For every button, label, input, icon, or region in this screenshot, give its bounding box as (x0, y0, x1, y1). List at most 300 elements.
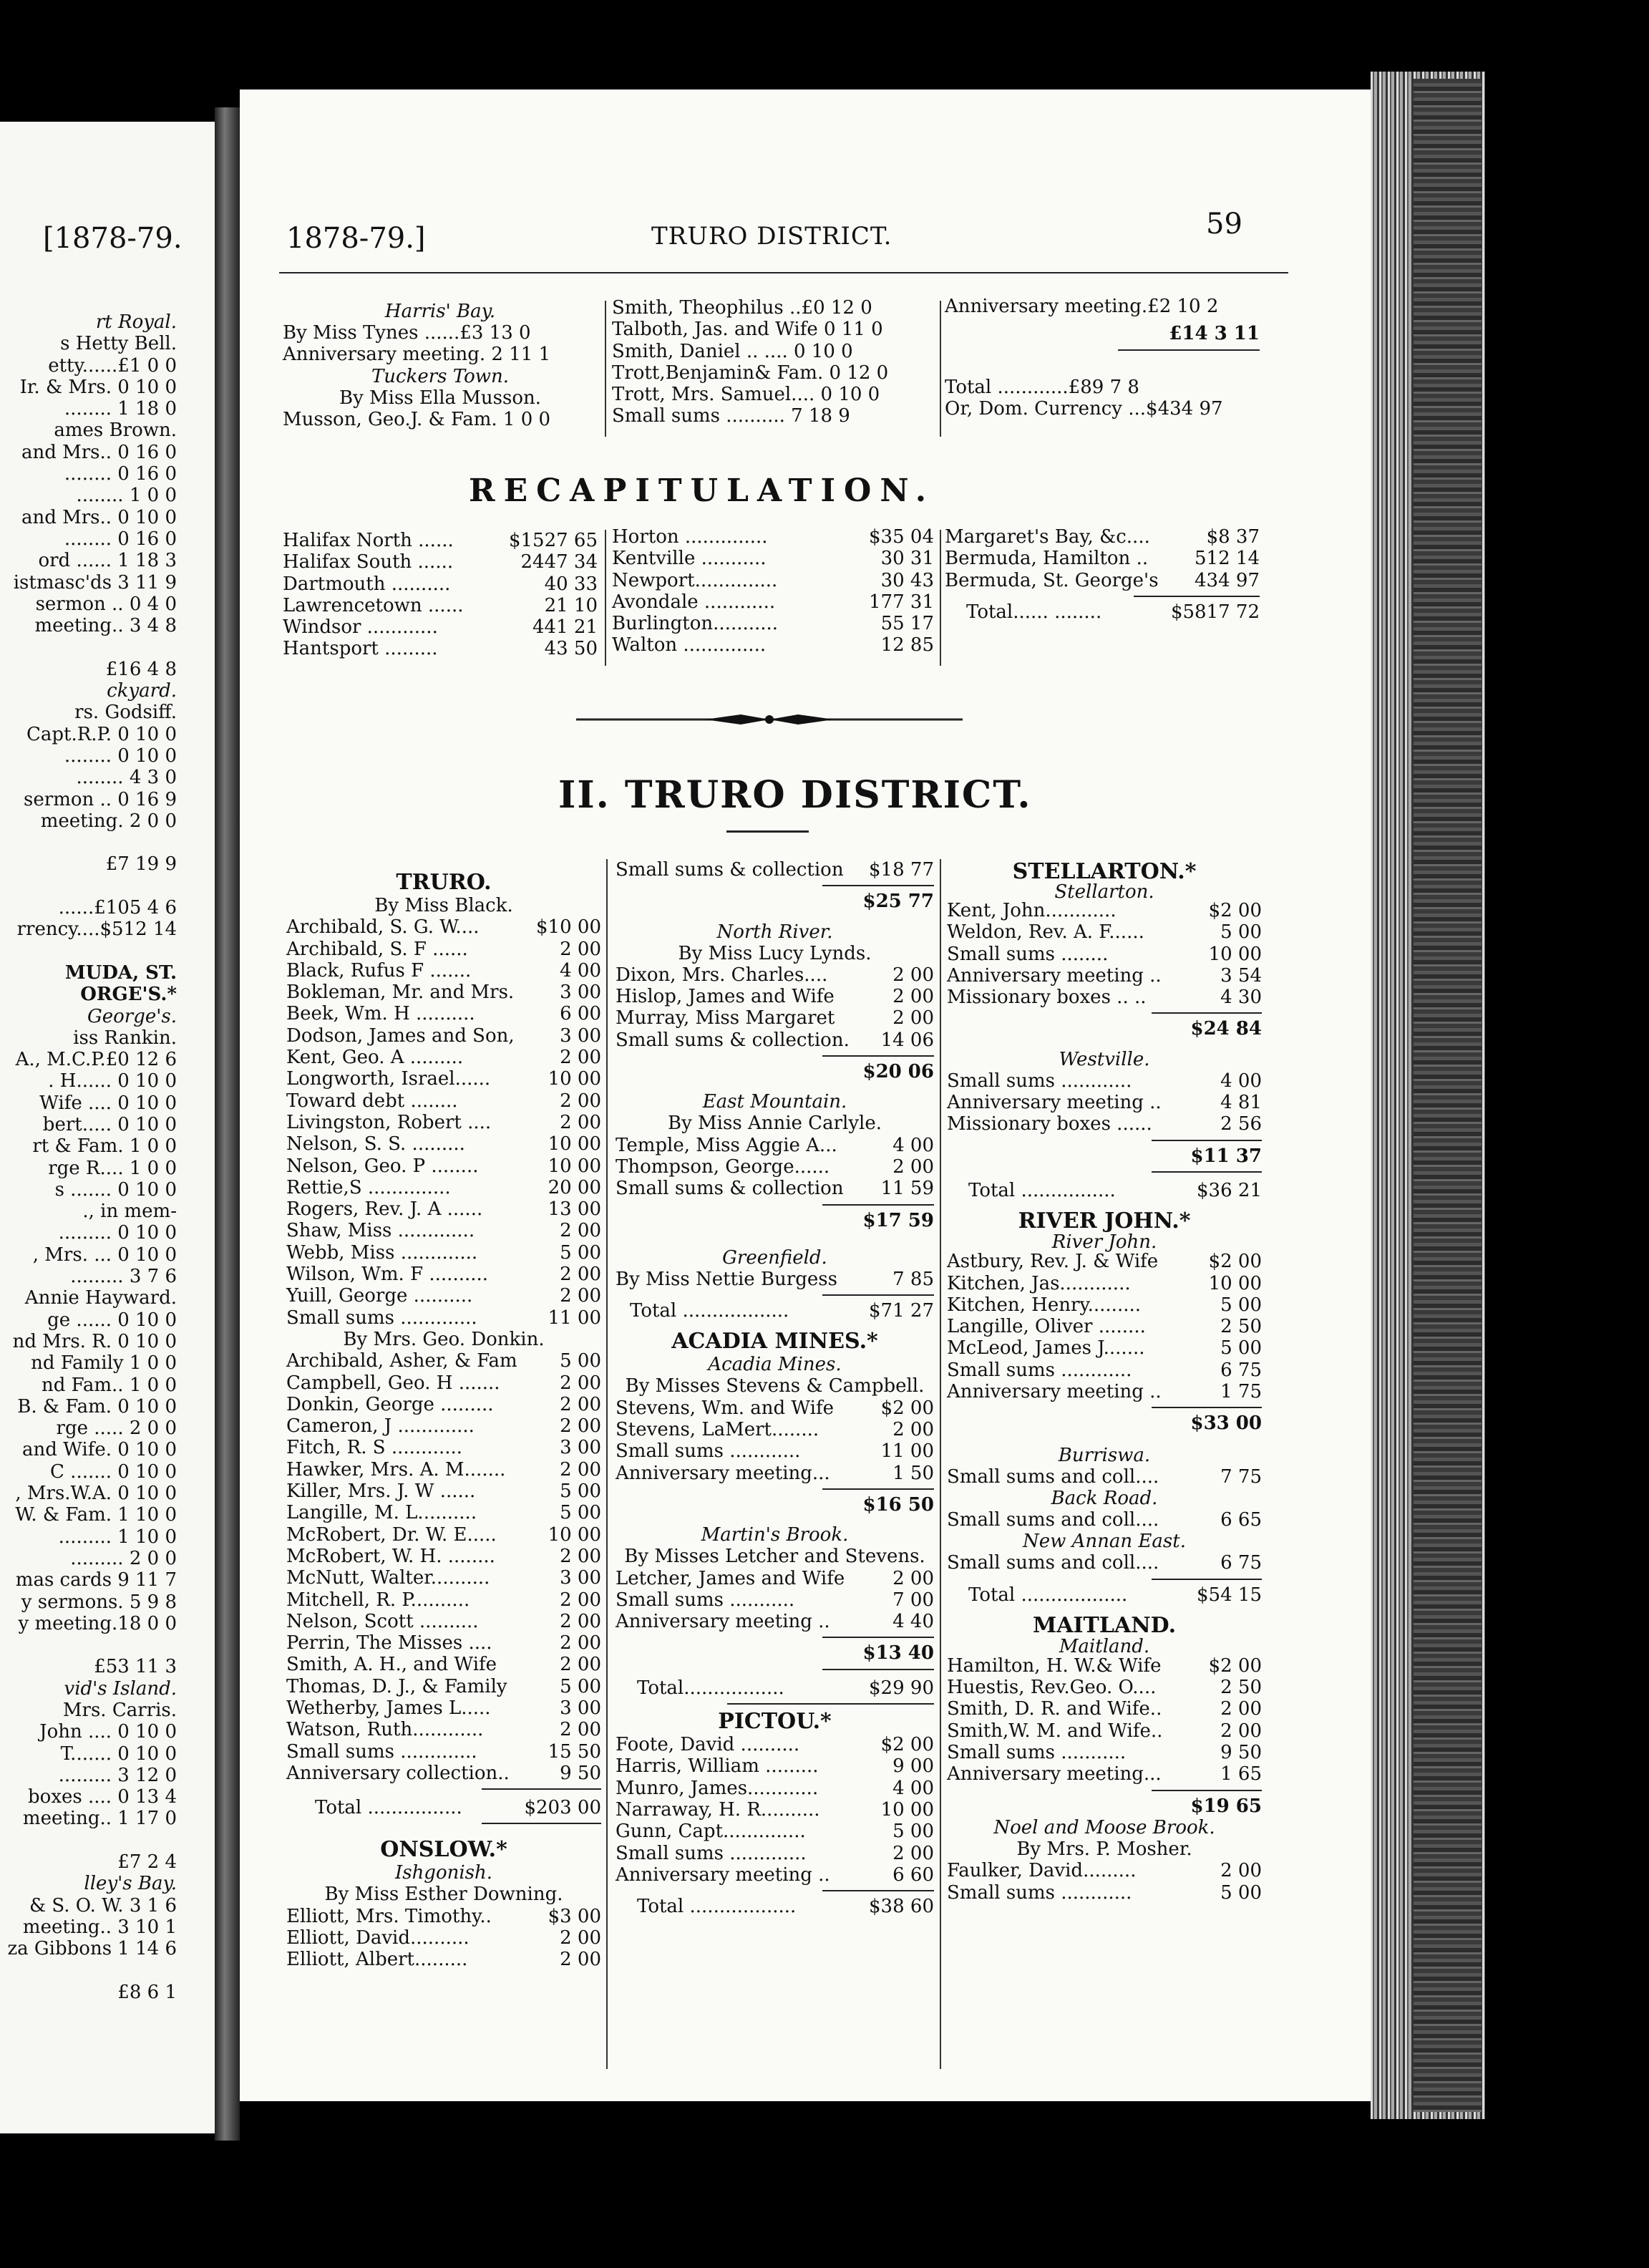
entry-name: Rogers, Rev. J. A ...... (286, 1198, 483, 1221)
running-head-title: TRURO DISTRICT. (651, 222, 892, 251)
place-title: Stellarton. (1054, 881, 1154, 903)
entry-name: Narraway, H. R.......... (616, 1798, 820, 1821)
entry-name: Anniversary meeting... (616, 1462, 830, 1484)
entry-amount: 2447 34 (520, 551, 598, 573)
top-col-3 (945, 296, 1260, 420)
entry-amount: 5 00 (560, 1480, 601, 1503)
entry-amount: 441 21 (532, 616, 598, 639)
subtotal-amount: $33 00 (1190, 1412, 1262, 1435)
entry-amount: 1 65 (1220, 1763, 1262, 1785)
sum-rule (727, 1703, 934, 1705)
left-page-line: s ....... 0 10 0 (54, 1178, 177, 1201)
entry-amount: 9 00 (892, 1755, 934, 1778)
section-title: II. TRURO DISTRICT. (558, 773, 1032, 817)
entry-amount: 43 50 (544, 638, 598, 660)
entry-name: Temple, Miss Aggie A... (616, 1134, 837, 1156)
entry-name: Foote, David .......... (616, 1734, 800, 1756)
left-page-line: istmasc'ds 3 11 9 (13, 571, 177, 593)
left-page-line: ......... 0 10 0 (58, 1222, 177, 1244)
entry-name: Thompson, George...... (616, 1155, 830, 1178)
left-page-line: vid's Island. (64, 1677, 177, 1700)
place-title: Maitland. (1059, 1635, 1150, 1657)
top-line: Trott, Mrs. Samuel.... 0 10 0 (612, 384, 880, 406)
entry-name: Total .................. (968, 1584, 1128, 1606)
entry-amount: 2 50 (1220, 1677, 1262, 1699)
left-page-line: rrency....$512 14 (16, 919, 177, 941)
collector-line: By Misses Stevens & Campbell. (625, 1375, 925, 1397)
entry-name: Beek, Wm. H .......... (286, 1003, 475, 1025)
entry-row (616, 1178, 934, 1199)
entry-amount: 2 00 (560, 1111, 601, 1133)
sum-rule (822, 1055, 934, 1057)
main-col-1 (286, 863, 601, 1971)
left-page-line: rs. Godsiff. (74, 702, 177, 724)
entry-name: Margaret's Bay, &c.... (945, 526, 1150, 548)
left-page-line: £16 4 8 (105, 658, 177, 680)
entry-amount: 2 00 (560, 1285, 601, 1307)
entry-name: Smith, D. R. and Wife.. (947, 1698, 1162, 1720)
left-page-line: MUDA, ST. (64, 961, 177, 984)
entry-row (286, 1198, 601, 1220)
sum-rule (822, 1637, 934, 1638)
left-page-line: £53 11 3 (94, 1656, 177, 1678)
left-page-line (0, 1634, 177, 1656)
entry-row (286, 1906, 601, 1927)
entry-row (286, 1112, 601, 1133)
entry-amount: 4 00 (1220, 1070, 1262, 1092)
column-total (947, 1180, 1262, 1201)
entry-amount: 3 54 (1220, 964, 1262, 987)
left-page-line: Wife .... 0 10 0 (39, 1092, 177, 1114)
entry-amount: 5 00 (560, 1241, 601, 1264)
left-page-line: ORGE'S.* (80, 984, 177, 1006)
entry-row (947, 965, 1262, 987)
entry-amount: $35 04 (869, 526, 934, 548)
recap-row (945, 526, 1260, 548)
subtotal (947, 1796, 1262, 1817)
entry-name: Anniversary meeting .. (947, 1092, 1162, 1114)
entry-amount: $8 37 (1206, 526, 1260, 548)
entry-amount: 2 00 (560, 1654, 601, 1676)
entry-name: Halifax North ...... (283, 530, 454, 551)
recap-row (945, 570, 1260, 591)
entry-amount: 11 00 (548, 1307, 601, 1329)
left-page-line (0, 1830, 177, 1851)
entry-amount: 20 00 (548, 1176, 601, 1198)
entry-name: Smith,W. M. and Wife.. (947, 1720, 1163, 1742)
sum-rule (1152, 1579, 1262, 1580)
page-number: 59 (1206, 208, 1242, 241)
left-page-line: ........ 0 16 0 (64, 528, 177, 550)
left-page-line: W. & Fam. 1 10 0 (15, 1504, 177, 1526)
sum-rule (822, 885, 934, 886)
entry-amount: $2 00 (880, 1397, 934, 1419)
entry-name: Small sums ........... (616, 1589, 795, 1611)
entry-amount: $3 00 (548, 1905, 601, 1927)
top-line: Anniversary meeting.£2 10 2 (945, 296, 1219, 317)
entry-row (616, 1734, 934, 1755)
subtotal (947, 1145, 1262, 1167)
entry-name: Archibald, Asher, & Fam (286, 1350, 517, 1372)
left-page-line: ......... 3 7 6 (70, 1266, 177, 1288)
left-page (0, 122, 222, 2133)
entry-amount: $5817 72 (1170, 601, 1260, 623)
entry-amount: 12 85 (880, 634, 934, 656)
left-page-line: , Mrs. ... 0 10 0 (32, 1244, 177, 1266)
district-title: MAITLAND. (1032, 1612, 1177, 1638)
left-page-line: nd Family 1 0 0 (31, 1352, 177, 1375)
entry-amount: 14 06 (880, 1029, 934, 1051)
book-spine (215, 107, 240, 2141)
entry-row (286, 1676, 601, 1697)
entry-amount: $10 00 (536, 916, 601, 939)
entry-row (616, 1463, 934, 1484)
entry-row (286, 1589, 601, 1611)
entry-name: Anniversary meeting .. (616, 1864, 830, 1886)
entry-name: Nelson, Scott .......... (286, 1610, 479, 1632)
subtotal (616, 891, 934, 912)
entry-amount: 2 00 (560, 1545, 601, 1567)
entry-name: Shaw, Miss ............. (286, 1220, 475, 1242)
entry-name: Murray, Miss Margaret (616, 1007, 835, 1029)
entry-row (286, 1177, 601, 1198)
column-total (286, 1797, 601, 1818)
entry-amount: 5 00 (1220, 1294, 1262, 1316)
entry-amount: 4 00 (560, 959, 601, 982)
entry-row (286, 1047, 601, 1068)
entry-amount: 2 50 (1220, 1316, 1262, 1338)
entry-amount: 11 00 (880, 1440, 934, 1463)
entry-amount: 3 00 (560, 982, 601, 1004)
recap-row (283, 616, 598, 638)
entry-name: Munro, James............ (616, 1777, 819, 1799)
entry-name: Letcher, James and Wife (616, 1567, 845, 1589)
entry-name: Smith, A. H., and Wife (286, 1654, 497, 1676)
entry-amount: 2 00 (560, 1415, 601, 1438)
entry-amount: 1 75 (1220, 1381, 1262, 1403)
entry-name: Weldon, Rev. A. F...... (947, 921, 1144, 944)
entry-name: Stevens, Wm. and Wife (616, 1397, 834, 1419)
entry-amount: 10 00 (880, 1798, 934, 1821)
entry-amount: 30 43 (880, 569, 934, 591)
entry-row (947, 1552, 1262, 1574)
entry-row (947, 1882, 1262, 1904)
subtotal (616, 1210, 934, 1231)
entry-amount: 4 81 (1220, 1092, 1262, 1114)
entry-amount: 3 00 (560, 1697, 601, 1719)
entry-row (286, 1372, 601, 1394)
ornament-divider (576, 711, 963, 728)
entry-amount: 10 00 (1208, 943, 1262, 965)
entry-amount: 5 00 (1220, 1881, 1262, 1904)
entry-row (947, 1113, 1262, 1135)
entry-row (286, 1350, 601, 1372)
entry-row (947, 1742, 1262, 1763)
entry-name: Harris, William ......... (616, 1755, 819, 1778)
main-col-2 (616, 859, 934, 1917)
entry-row (616, 1568, 934, 1589)
main-divider-1 (606, 859, 608, 2069)
left-page-line: etty......£1 0 0 (48, 354, 177, 377)
entry-amount: 2 00 (560, 1610, 601, 1632)
entry-amount: 2 00 (560, 1220, 601, 1242)
recap-row (283, 638, 598, 659)
left-page-line: George's. (87, 1005, 177, 1027)
entry-name: Yuill, George .......... (286, 1285, 473, 1307)
entry-name: Langille, M. L.......... (286, 1502, 477, 1524)
recap-col-3 (945, 526, 1260, 623)
entry-row (286, 1697, 601, 1719)
left-page-line (0, 636, 177, 658)
entry-row (286, 1307, 601, 1329)
entry-row (286, 1003, 601, 1024)
entry-row (286, 916, 601, 938)
entry-row (616, 1611, 934, 1632)
entry-row (286, 1155, 601, 1177)
entry-name: Missionary boxes .. .. (947, 987, 1147, 1009)
entry-amount: 3 00 (560, 1437, 601, 1459)
left-page-line: s Hetty Bell. (60, 333, 177, 355)
place-title: Greenfield. (722, 1246, 827, 1269)
left-page-line: B. & Fam. 0 10 0 (17, 1395, 177, 1418)
entry-amount: $2 00 (1208, 1251, 1262, 1273)
entry-name: Total................. (637, 1677, 784, 1699)
top-line (945, 355, 1260, 377)
entry-row (286, 1741, 601, 1763)
entry-amount: 7 75 (1220, 1465, 1262, 1488)
sum-rule (1152, 1012, 1262, 1014)
entry-row (616, 1135, 934, 1156)
entry-amount: 2 56 (1220, 1113, 1262, 1135)
right-page (240, 89, 1371, 2101)
entry-name: Gunn, Capt.............. (616, 1821, 806, 1843)
recap-row (612, 570, 934, 591)
entry-amount: 2 00 (560, 1090, 601, 1112)
column-total (616, 1896, 934, 1917)
entry-amount: 13 00 (548, 1198, 601, 1221)
entry-amount: $2 00 (880, 1734, 934, 1756)
entry-amount: 55 17 (880, 613, 934, 635)
entry-name: Kent, Geo. A ......... (286, 1047, 464, 1069)
top-line: Talboth, Jas. and Wife 0 11 0 (612, 319, 883, 341)
collector-line: By Miss Lucy Lynds. (678, 942, 872, 964)
entry-row (286, 1927, 601, 1949)
entry-name: Small sums ............. (286, 1307, 477, 1329)
top-line: Trott,Benjamin& Fam. 0 12 0 (612, 362, 889, 384)
recap-title: RECAPITULATION. (469, 472, 935, 509)
left-page-line: ........ 1 0 0 (76, 485, 177, 507)
entry-row (286, 1025, 601, 1047)
left-page-line: C ....... 0 10 0 (50, 1460, 177, 1483)
top-divider-2 (940, 301, 941, 437)
subtotal-amount: $16 50 (862, 1493, 934, 1516)
header-rule (279, 272, 1288, 273)
entry-row (616, 964, 934, 986)
sum-rule (822, 1294, 934, 1296)
entry-amount: 1 50 (892, 1462, 934, 1484)
left-page-line: £7 19 9 (105, 853, 177, 876)
recap-col-1 (283, 530, 598, 660)
district-title: TRURO. (396, 870, 492, 895)
entry-amount: 4 30 (1220, 987, 1262, 1009)
entry-amount: 2 00 (560, 1927, 601, 1949)
left-page-line: ........ 1 18 0 (64, 398, 177, 420)
left-page-line (0, 941, 177, 962)
sum-rule (482, 1823, 601, 1824)
entry-amount: 177 31 (869, 591, 934, 613)
entry-name: Toward debt ........ (286, 1090, 458, 1112)
entry-name: Black, Rufus F ....... (286, 959, 472, 982)
entry-row (947, 1466, 1262, 1488)
left-page-header: [1878-79. (43, 222, 183, 255)
entry-name: Total .................. (630, 1300, 789, 1322)
left-page-line: rge ..... 2 0 0 (56, 1418, 177, 1440)
entry-name: Killer, Mrs. J. W ...... (286, 1480, 476, 1503)
left-page-line: and Mrs.. 0 16 0 (21, 441, 177, 463)
entry-name: Nelson, S. S. ......... (286, 1133, 465, 1155)
entry-amount: 5 00 (560, 1502, 601, 1524)
left-page-line: ., in mem- (82, 1201, 177, 1223)
entry-name: Bokleman, Mr. and Mrs. (286, 982, 515, 1004)
subtotal (616, 1642, 934, 1664)
left-page-line (0, 876, 177, 897)
entry-row (286, 1949, 601, 1970)
entry-amount: 21 10 (544, 594, 598, 616)
left-page-line: meeting.. 1 17 0 (22, 1808, 177, 1830)
entry-row (947, 1337, 1262, 1359)
left-page-line: ........ 0 10 0 (64, 745, 177, 767)
subtotal (947, 1412, 1262, 1434)
entry-row (947, 1381, 1262, 1402)
entry-amount: 4 40 (892, 1611, 934, 1633)
entry-row (947, 987, 1262, 1008)
entry-name: Small sums ............ (616, 1440, 801, 1463)
left-page-line: ames Brown. (54, 420, 177, 442)
entry-row (616, 1821, 934, 1842)
entry-row (947, 1316, 1262, 1337)
entry-amount: 6 75 (1220, 1552, 1262, 1574)
entry-amount: 5 00 (1220, 1337, 1262, 1360)
left-page-line: ......£105 4 6 (58, 897, 177, 919)
entry-name: Stevens, LaMert........ (616, 1419, 819, 1441)
entry-row (616, 1156, 934, 1178)
entry-amount: 2 00 (892, 1842, 934, 1864)
left-page-line: iss Rankin. (73, 1027, 177, 1049)
left-page-line: ......... 2 0 0 (70, 1547, 177, 1569)
entry-name: Lawrencetown ...... (283, 594, 464, 616)
left-page-line: meeting. 2 0 0 (40, 810, 177, 832)
collector-line: By Miss Esther Downing. (324, 1884, 563, 1906)
left-page-line: and Wife. 0 10 0 (22, 1439, 177, 1461)
left-page-line: and Mrs.. 0 10 0 (21, 506, 177, 528)
left-page-line: meeting.. 3 10 1 (22, 1916, 177, 1938)
entry-amount: 5 00 (1220, 921, 1262, 944)
entry-row (947, 900, 1262, 921)
entry-row (947, 1655, 1262, 1677)
recap-row (612, 526, 934, 548)
entry-name: Perrin, The Misses .... (286, 1632, 492, 1654)
left-page-line: Capt.R.P. 0 10 0 (26, 723, 177, 745)
entry-row (286, 1264, 601, 1285)
entry-amount: 2 00 (892, 964, 934, 986)
district-title: ACADIA MINES.* (671, 1329, 878, 1354)
collector-line: By Mrs. P. Mosher. (1016, 1838, 1192, 1860)
entry-amount: 10 00 (1208, 1272, 1262, 1294)
subtotal-amount: $19 65 (1190, 1795, 1262, 1817)
entry-amount: 2 00 (560, 1719, 601, 1741)
subtotal-amount: $17 59 (862, 1209, 934, 1231)
entry-name: Small sums & collection (616, 1178, 844, 1200)
entry-amount: 434 97 (1195, 569, 1260, 591)
entry-row (286, 1133, 601, 1155)
entry-name: Elliott, Mrs. Timothy.. (286, 1905, 492, 1927)
entry-amount: 9 50 (560, 1762, 601, 1784)
collector-line: By Miss Black. (374, 895, 513, 916)
entry-name: Hamilton, H. W.& Wife (947, 1654, 1162, 1677)
entry-name: Kentville ........... (612, 548, 767, 570)
place-title: Westville. (1059, 1048, 1150, 1070)
subtotal-amount: $13 40 (862, 1642, 934, 1664)
collector-line: By Mrs. Geo. Donkin. (343, 1328, 545, 1350)
entry-amount: 40 33 (544, 573, 598, 595)
left-page-line: A., M.C.P.£0 12 6 (15, 1049, 177, 1071)
main-col-3 (947, 859, 1262, 1904)
entry-name: Longworth, Israel...... (286, 1068, 491, 1090)
entry-row (286, 1220, 601, 1241)
entry-row (947, 1251, 1262, 1272)
entry-name: Cameron, J ............. (286, 1415, 475, 1438)
entry-name: Huestis, Rev.Geo. O.... (947, 1677, 1157, 1699)
entry-amount: 2 00 (560, 1632, 601, 1654)
top-line: Smith, Daniel .. .... 0 10 0 (612, 340, 853, 362)
entry-row (616, 1843, 934, 1864)
subtotal-amount: $11 37 (1190, 1145, 1262, 1167)
entry-amount: 10 00 (548, 1133, 601, 1155)
entry-amount: $203 00 (524, 1797, 601, 1819)
entry-name: Small sums and coll.... (947, 1552, 1159, 1574)
entry-amount: $2 00 (1208, 1654, 1262, 1677)
sum-rule (822, 1890, 934, 1891)
left-page-line: rge R.... 1 0 0 (48, 1157, 177, 1179)
entry-amount: 11 59 (880, 1178, 934, 1200)
collector-line: By Misses Letcher and Stevens. (624, 1546, 925, 1568)
entry-name: Archibald, S. G. W.... (286, 916, 480, 939)
entry-name: McRobert, Dr. W. E..... (286, 1523, 497, 1546)
sum-rule (1118, 349, 1260, 351)
entry-amount: 2 00 (892, 986, 934, 1008)
entry-row (947, 1763, 1262, 1785)
place-title: North River. (716, 921, 833, 943)
entry-amount: 6 60 (892, 1864, 934, 1886)
entry-row (286, 1090, 601, 1112)
left-page-line: nd Fam.. 1 0 0 (41, 1374, 177, 1396)
district-title: RIVER JOHN.* (1018, 1208, 1191, 1234)
entry-name: Hawker, Mrs. A. M....... (286, 1458, 506, 1480)
entry-amount: 2 00 (892, 1567, 934, 1589)
entry-row (286, 1415, 601, 1437)
place-title: Martin's Brook. (701, 1524, 849, 1546)
entry-row (286, 1654, 601, 1675)
left-page-line: ge ...... 0 10 0 (47, 1309, 177, 1331)
entry-name: McLeod, James J....... (947, 1337, 1145, 1360)
entry-amount: 4 00 (892, 1134, 934, 1156)
top-line: Smith, Theophilus ..£0 12 0 (612, 297, 872, 319)
entry-name: Anniversary meeting .. (616, 1611, 830, 1633)
top-line: Musson, Geo.J. & Fam. 1 0 0 (283, 408, 551, 430)
entry-amount: 5 00 (892, 1821, 934, 1843)
left-page-line: Annie Hayward. (24, 1287, 177, 1309)
entry-amount: 512 14 (1195, 548, 1260, 570)
